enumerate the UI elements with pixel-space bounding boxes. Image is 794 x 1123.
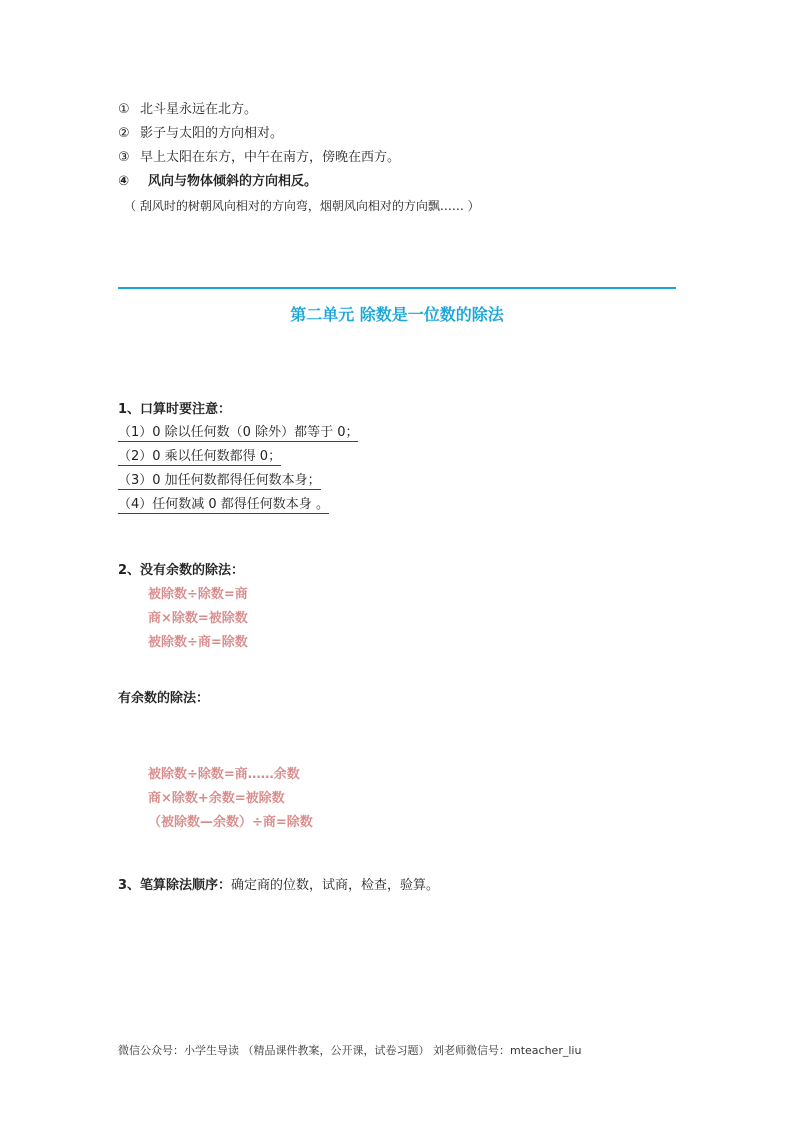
rule-item-1: （1）0 除以任何数（0 除外）都等于 0； [118,421,358,442]
formula-remainder-1: 被除数÷除数=商……余数 [148,767,300,782]
formula-no-remainder-3: 被除数÷商=除数 [148,635,248,650]
fact-text-1: 北斗星永远在北方。 [140,102,258,117]
section3 [118,877,439,895]
formula-remainder-3: （被除数—余数）÷商=除数 [148,815,313,830]
fact-item-2 [118,125,283,143]
circled-number-1: ① [118,102,130,117]
formula-no-remainder-2: 商×除数=被除数 [148,611,248,626]
fact-item-3 [118,149,400,167]
circled-number-4: ④ [118,174,130,189]
rule-item-4: （4）任何数减 0 都得任何数本身 。 [118,493,329,514]
section2b-title: 有余数的除法： [118,691,210,706]
section3-title: 3、笔算除法顺序： [118,878,232,893]
formula-no-remainder-1: 被除数÷除数=商 [148,587,248,602]
fact-text-4: 风向与物体倾斜的方向相反。 [148,174,318,189]
fact-note: （ 刮风时的树朝风向相对的方向弯，烟朝风向相对的方向飘…… ） [124,199,480,213]
circled-number-3: ③ [118,150,130,165]
circled-number-2: ② [118,126,130,141]
formula-remainder-2: 商×除数+余数=被除数 [148,791,285,806]
section2-title: 2、没有余数的除法： [118,563,245,578]
unit-title: 第二单元 除数是一位数的除法 [290,305,504,324]
fact-item-1 [118,101,257,119]
footer-note: 微信公众号：小学生导读 （精品课件教案，公开课，试卷习题） 刘老师微信号：mteacher_liu [118,1044,582,1057]
section3-text: 确定商的位数，试商，检查，验算。 [231,878,440,893]
rule-item-2: （2）0 乘以任何数都得 0； [118,445,281,466]
section1-title: 1、口算时要注意： [118,402,232,417]
fact-text-2: 影子与太阳的方向相对。 [140,126,284,141]
fact-text-3: 早上太阳在东方，中午在南方，傍晚在西方。 [140,150,401,165]
rule-item-3: （3）0 加任何数都得任何数本身； [118,469,321,490]
section-divider [118,287,676,289]
fact-item-4 [118,173,317,191]
